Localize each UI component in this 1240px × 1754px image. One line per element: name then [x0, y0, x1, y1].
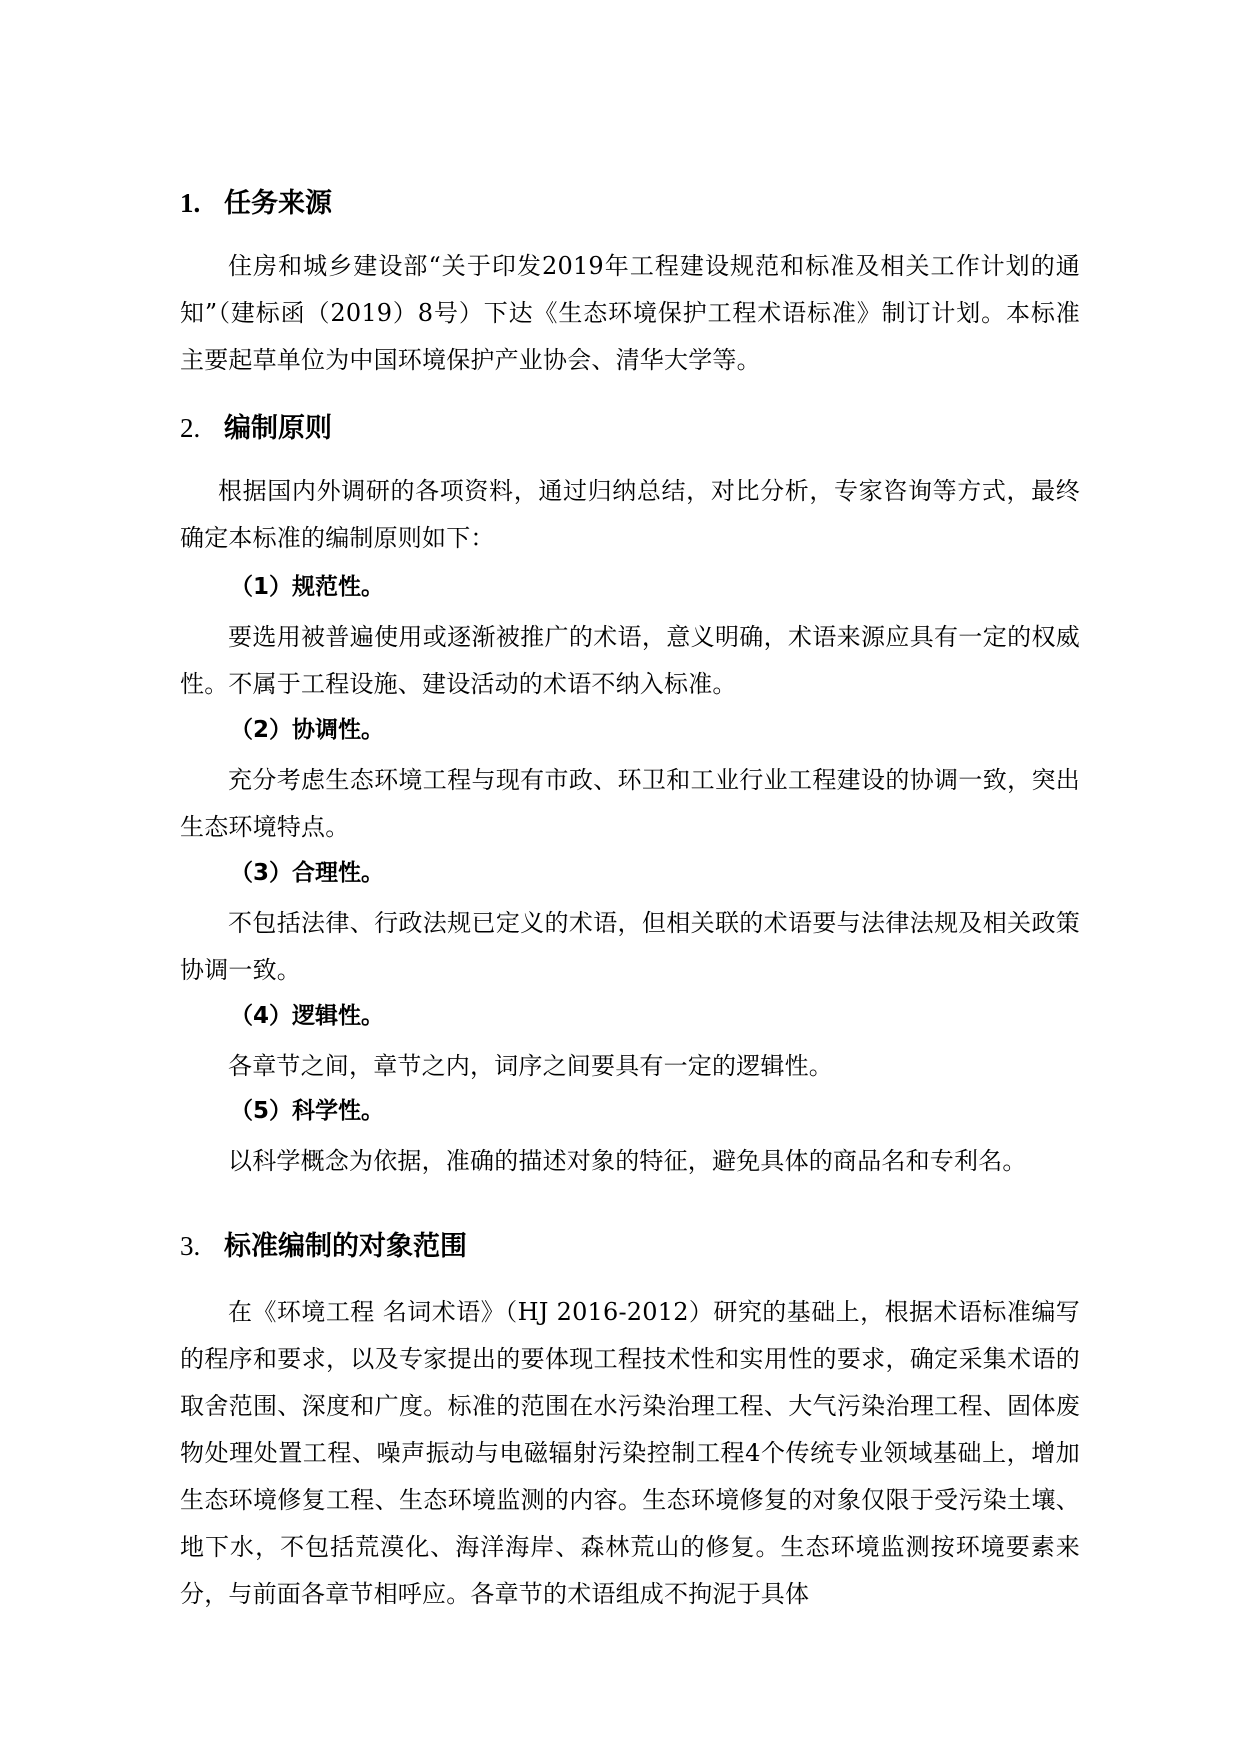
section-title: 编制原则 [224, 413, 332, 444]
principle-text: 不包括法律、行政法规已定义的术语，但相关联的术语要与法律法规及相关政策协调一致。 [180, 909, 1080, 984]
principle-text: 充分考虑生态环境工程与现有市政、环卫和工业行业工程建设的协调一致，突出生态环境特点。 [180, 766, 1080, 841]
paragraph-scope: 在《环境工程 名词术语》（HJ 2016-2012）研究的基础上，根据术语标准编写的程序和要求，以及专家提出的要体现工程技术性和实用性的要求，确定采集术语的取舍范围、深度和广度。标准的范围在水污染治理工程、大气污染治理工程、固体废物处理处置工程、噪声振动与电磁辐射污染控制工程4个传统专业领域基础上，增加生态环境修复工程、生态环境监测的内容。生态环境修复的对象仅限于受污染土壤、地下水，不包括荒漠化、海洋海岸、森林荒山的修复。生态环境监测按环境要素来分，与前面各章节相呼应。各章节的术语组成不拘泥于具体 [180, 1298, 1080, 1608]
paragraph-task-source: 住房和城乡建设部“关于印发2019年工程建设规范和标准及相关工作计划的通知”（建标函（2019）8号）下达《生态环境保护工程术语标准》制订计划。本标准主要起草单位为中国环境保护产业协会、清华大学等。 [180, 252, 1080, 374]
principle-label: （3）合理性。 [230, 860, 385, 886]
section-heading-2 [180, 408, 332, 449]
principle-text: 以科学概念为依据，准确的描述对象的特征，避免具体的商品名和专利名。 [228, 1147, 1027, 1175]
principle-label: （1）规范性。 [230, 574, 385, 600]
section-heading-3 [180, 1226, 467, 1267]
section-heading-1 [180, 183, 332, 224]
section-title: 任务来源 [224, 188, 332, 219]
principle-label: （4）逻辑性。 [230, 1003, 385, 1029]
principle-text: 要选用被普遍使用或逐渐被推广的术语，意义明确，术语来源应具有一定的权威性。不属于工程设施、建设活动的术语不纳入标准。 [180, 623, 1080, 698]
paragraph-principles-intro: 根据国内外调研的各项资料，通过归纳总结，对比分析，专家咨询等方式，最终确定本标准的编制原则如下： [180, 477, 1080, 552]
section-number: 1. [180, 188, 201, 218]
principle-label: （2）协调性。 [230, 717, 385, 743]
principle-label: （5）科学性。 [230, 1098, 385, 1124]
section-title: 标准编制的对象范围 [224, 1231, 467, 1262]
principle-text: 各章节之间，章节之内，词序之间要具有一定的逻辑性。 [228, 1052, 833, 1080]
section-number: 3. [180, 1231, 201, 1261]
section-number: 2. [180, 413, 201, 443]
